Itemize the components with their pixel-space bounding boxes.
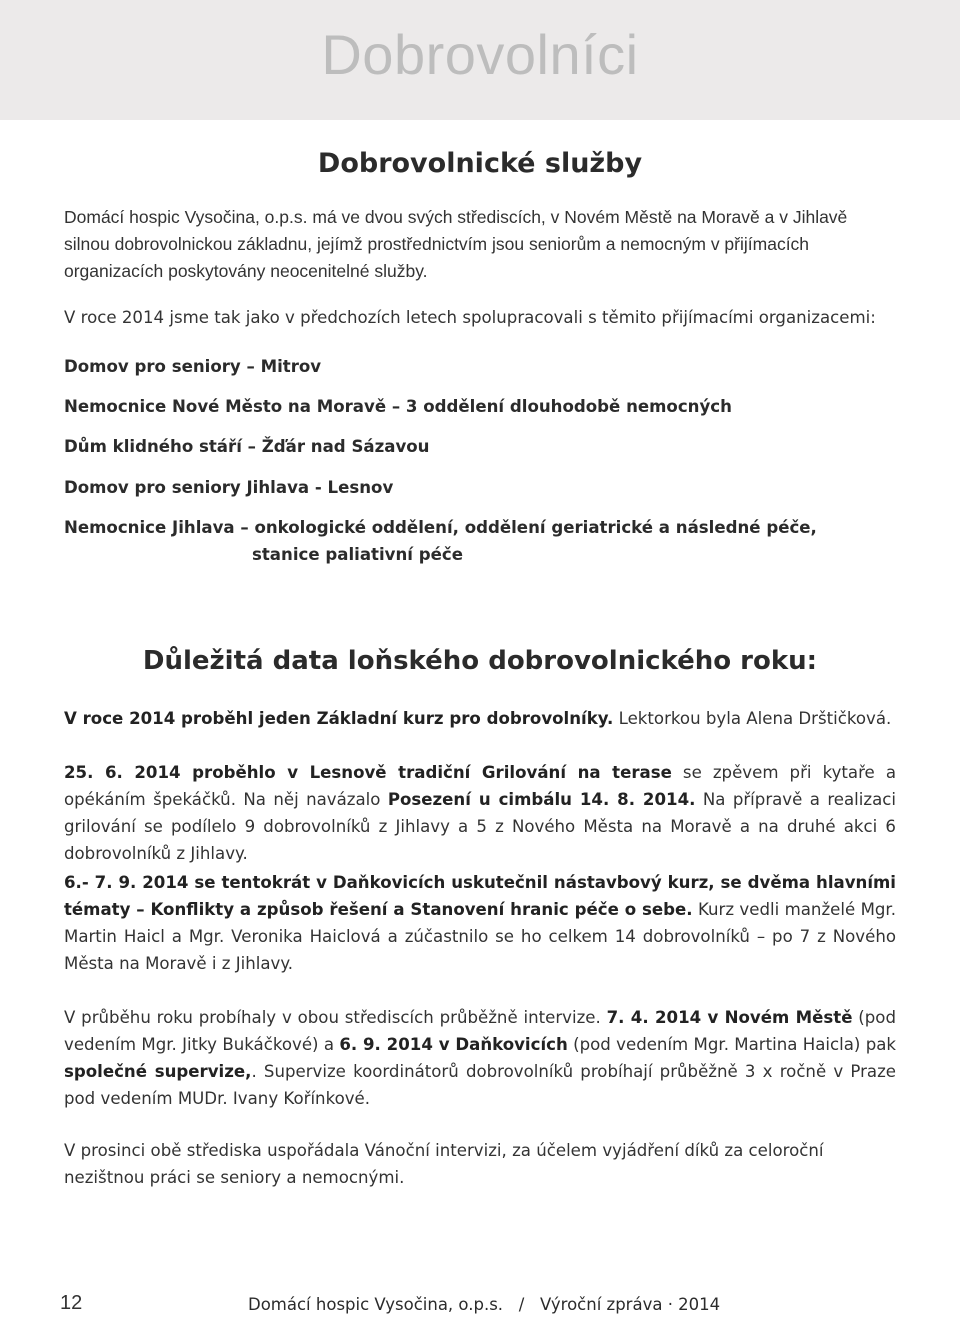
paragraph-advanced-course <box>64 869 896 977</box>
organization-item: Domov pro seniory Jihlava - Lesnov <box>64 478 394 497</box>
supervision-text-4: . Supervize koordinátorů dobrovolníků probíhají průběžně 3 x ročně v Praze pod vedením MUDr. Ivany Kořínkové. <box>64 1062 896 1108</box>
basic-course-bold: V roce 2014 proběhl jeden Základní kurz pro dobrovolníky. <box>64 709 614 728</box>
organization-item: Nemocnice Nové Město na Moravě – 3 oddělení dlouhodobě nemocných <box>64 397 732 416</box>
footer-publication: Domácí hospic Vysočina, o.p.s. / Výroční zpráva · 2014 <box>248 1295 721 1314</box>
basic-course-text: Lektorkou byla Alena Drštičková. <box>613 709 892 728</box>
cimbalom-bold: Posezení u cimbálu 14. 8. 2014. <box>387 790 696 809</box>
supervision-bold-3: společné supervize, <box>64 1062 252 1081</box>
organization-item: Domov pro seniory – Mitrov <box>64 357 322 376</box>
supervision-text-1: V průběhu roku probíhaly v obou střediscích průběžně intervize. <box>64 1008 607 1027</box>
chapter-title: Dobrovolníci <box>321 23 639 86</box>
paragraph-supervisions <box>64 1004 896 1112</box>
organization-item-jihlava <box>64 514 914 568</box>
cooperation-text: V roce 2014 jsme tak jako v předchozích letech spolupracovali s těmito přijímacími organizacemi: <box>64 308 876 327</box>
page-number: 12 <box>60 1292 83 1314</box>
organization-jihlava-line2: stanice paliativní péče <box>252 545 463 564</box>
advanced-course-bold: 6.- 7. 9. 2014 se tentokrát v Daňkovicích uskutečnil nástavbový kurz, se dvěma hlavními tématy – Konflikty a způsob řešení a Stanovení hranic péče o sebe. <box>64 873 896 919</box>
supervision-text-2: (pod vedením Mgr. Jitky Bukáčkové) a <box>64 1008 896 1054</box>
supervision-text-3: (pod vedením Mgr. Martina Haicla) pak <box>567 1035 897 1054</box>
grilling-bold: 25. 6. 2014 proběhlo v Lesnově tradiční Grilování na terase <box>64 763 672 782</box>
paragraph-christmas: V prosinci obě střediska uspořádala Vánoční intervizi, za účelem vyjádření díků za celoroční nezištnou práci se seniory a nemocnými. <box>64 1141 824 1187</box>
supervision-bold-2: 6. 9. 2014 v Daňkovicích <box>339 1035 568 1054</box>
section-title-key-dates: Důležitá data loňského dobrovolnického roku: <box>142 646 818 676</box>
advanced-course-text: Kurz vedli manželé Mgr. Martin Haicl a Mgr. Veronika Haiclová a zúčastnilo se ho celkem 14 dobrovolníků – po 7 z Nového Města na Moravě i z Jihlavy. <box>64 900 896 973</box>
grilling-text: se zpěvem při kytaře a opékáním špekáčků. Na něj navázalo <box>64 763 896 809</box>
organization-jihlava-line1: Nemocnice Jihlava – onkologické oddělení, oddělení geriatrické a následné péče, <box>64 518 817 537</box>
intro-org-name: Domácí hospic Vysočina, o.p.s. <box>64 207 308 227</box>
paragraph-basic-course <box>64 705 896 732</box>
grilling-volunteers-text: Na přípravě a realizaci grilování se podílelo 9 dobrovolníků z Jihlavy a 5 z Nového Města na Moravě a na druhé akci 6 dobrovolníků z Jihlavy. <box>64 790 896 863</box>
section-title-services: Dobrovolnické služby <box>317 148 643 179</box>
paragraph-grilling <box>64 759 896 867</box>
supervision-bold-1: 7. 4. 2014 v Novém Městě <box>606 1008 853 1027</box>
intro-text: má ve dvou svých střediscích, v Novém Městě na Moravě a v Jihlavě silnou dobrovolnickou základnu, jejímž prostřednictvím jsou seniorům a nemocným v přijímacích organizacích poskytovány neocenitelné služby. <box>64 207 848 281</box>
intro-paragraph <box>64 204 896 285</box>
organization-item: Dům klidného stáří – Žďár nad Sázavou <box>64 437 430 456</box>
